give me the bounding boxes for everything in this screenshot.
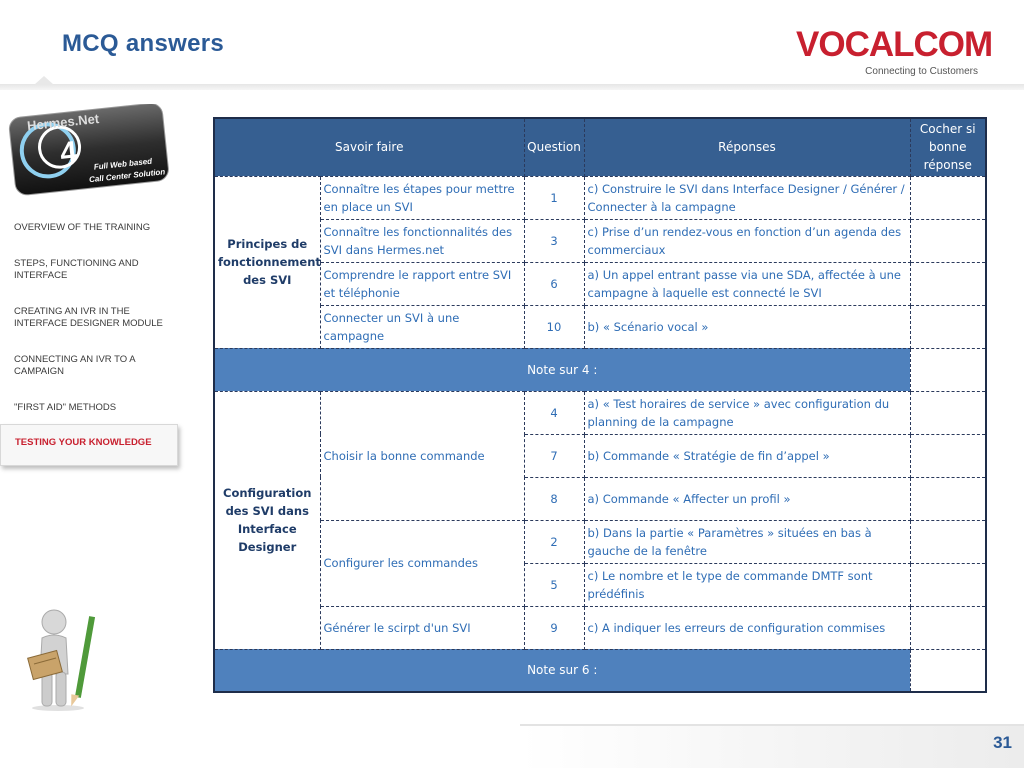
answer-cell: a) Commande « Affecter un profil »	[584, 477, 910, 520]
note-row	[214, 649, 986, 692]
check-cell[interactable]	[910, 176, 986, 219]
answer-cell: c) Prise d’un rendez-vous en fonction d’un agenda des commerciaux	[584, 219, 910, 262]
header-answers: Réponses	[584, 118, 910, 176]
check-cell[interactable]	[910, 391, 986, 434]
header-question: Question	[524, 118, 584, 176]
table-row	[214, 219, 986, 262]
logo-name: VOCALCOM	[796, 25, 993, 64]
table-row	[214, 606, 986, 649]
answer-cell: c) Construire le SVI dans Interface Designer / Générer / Connecter à la campagne	[584, 176, 910, 219]
answer-cell: b) « Scénario vocal »	[584, 305, 910, 348]
skill-cell: Connaître les fonctionnalités des SVI dans Hermes.net	[320, 219, 524, 262]
check-cell[interactable]	[910, 563, 986, 606]
question-number: 6	[524, 262, 584, 305]
category-configuration: Configuration des SVI dans Interface Designer	[214, 391, 320, 649]
check-cell[interactable]	[910, 434, 986, 477]
check-cell[interactable]	[910, 219, 986, 262]
badge-subtitle-2: Call Center Solution	[88, 167, 166, 185]
table-row	[214, 262, 986, 305]
table-row	[214, 305, 986, 348]
check-cell[interactable]	[910, 305, 986, 348]
footer-bar	[520, 724, 1024, 768]
skill-cell: Connecter un SVI à une campagne	[320, 305, 524, 348]
mcq-answers-table	[213, 117, 987, 693]
check-cell[interactable]	[910, 262, 986, 305]
question-number: 5	[524, 563, 584, 606]
menu-item-connecting-ivr[interactable]: CONNECTING AN IVR TO A CAMPAIGN	[14, 354, 136, 377]
question-number: 8	[524, 477, 584, 520]
menu-item-overview[interactable]: OVERVIEW OF THE TRAINING	[14, 222, 151, 233]
table-row	[214, 391, 986, 434]
answer-cell: c) Le nombre et le type de commande DMTF sont prédéfinis	[584, 563, 910, 606]
header-notch	[34, 76, 54, 85]
question-number: 7	[524, 434, 584, 477]
skill-configure-commands: Configurer les commandes	[320, 520, 524, 606]
badge-version: 4	[58, 135, 79, 171]
question-number: 1	[524, 176, 584, 219]
note-score-6: Note sur 6 :	[214, 649, 910, 692]
menu-item-steps[interactable]: STEPS, FUNCTIONING AND INTERFACE	[14, 258, 139, 281]
answer-cell: b) Commande « Stratégie de fin d’appel »	[584, 434, 910, 477]
badge-subtitle-1: Full Web based	[93, 156, 153, 172]
table-row	[214, 176, 986, 219]
check-cell[interactable]	[910, 520, 986, 563]
header-skill: Savoir faire	[214, 118, 524, 176]
badge-product: Hermes.Net	[26, 110, 100, 134]
answer-cell: b) Dans la partie « Paramètres » situées en bas à gauche de la fenêtre	[584, 520, 910, 563]
note-row	[214, 348, 986, 391]
check-cell[interactable]	[910, 477, 986, 520]
answer-cell: c) A indiquer les erreurs de configuration commises	[584, 606, 910, 649]
answer-cell: a) « Test horaires de service » avec configuration du planning de la campagne	[584, 391, 910, 434]
skill-generate-script: Générer le scirpt d'un SVI	[320, 606, 524, 649]
vocalcom-logo	[796, 25, 993, 77]
menu-item-first-aid[interactable]: "FIRST AID" METHODS	[14, 402, 117, 413]
note-score-input[interactable]	[910, 348, 986, 391]
header-check: Cocher si bonne réponse	[910, 118, 986, 176]
check-cell[interactable]	[910, 606, 986, 649]
slide-title: MCQ answers	[62, 30, 225, 57]
question-number: 10	[524, 305, 584, 348]
question-number: 9	[524, 606, 584, 649]
logo-tagline: Connecting to Customers	[865, 66, 978, 77]
page-number: 31	[993, 733, 1012, 752]
skill-choose-command: Choisir la bonne commande	[320, 391, 524, 520]
menu-item-testing-knowledge[interactable]: TESTING YOUR KNOWLEDGE	[0, 424, 178, 466]
note-score-input[interactable]	[910, 649, 986, 692]
question-number: 3	[524, 219, 584, 262]
footer-divider	[520, 724, 1024, 726]
menu-item-creating-ivr[interactable]: CREATING AN IVR IN THE INTERFACE DESIGNER MODULE	[14, 306, 163, 329]
table-row	[214, 520, 986, 563]
question-number: 4	[524, 391, 584, 434]
question-number: 2	[524, 520, 584, 563]
answer-cell: a) Un appel entrant passe via une SDA, affectée à une campagne à laquelle est connecté le SVI	[584, 262, 910, 305]
figure-with-pencil-icon	[18, 604, 104, 712]
skill-cell: Comprendre le rapport entre SVI et téléphonie	[320, 262, 524, 305]
category-principles: Principes de fonctionnement des SVI	[214, 176, 320, 348]
skill-cell: Connaître les étapes pour mettre en place un SVI	[320, 176, 524, 219]
header-divider	[0, 84, 1024, 90]
note-score-4: Note sur 4 :	[214, 348, 910, 391]
hermes-net-badge	[8, 104, 172, 196]
